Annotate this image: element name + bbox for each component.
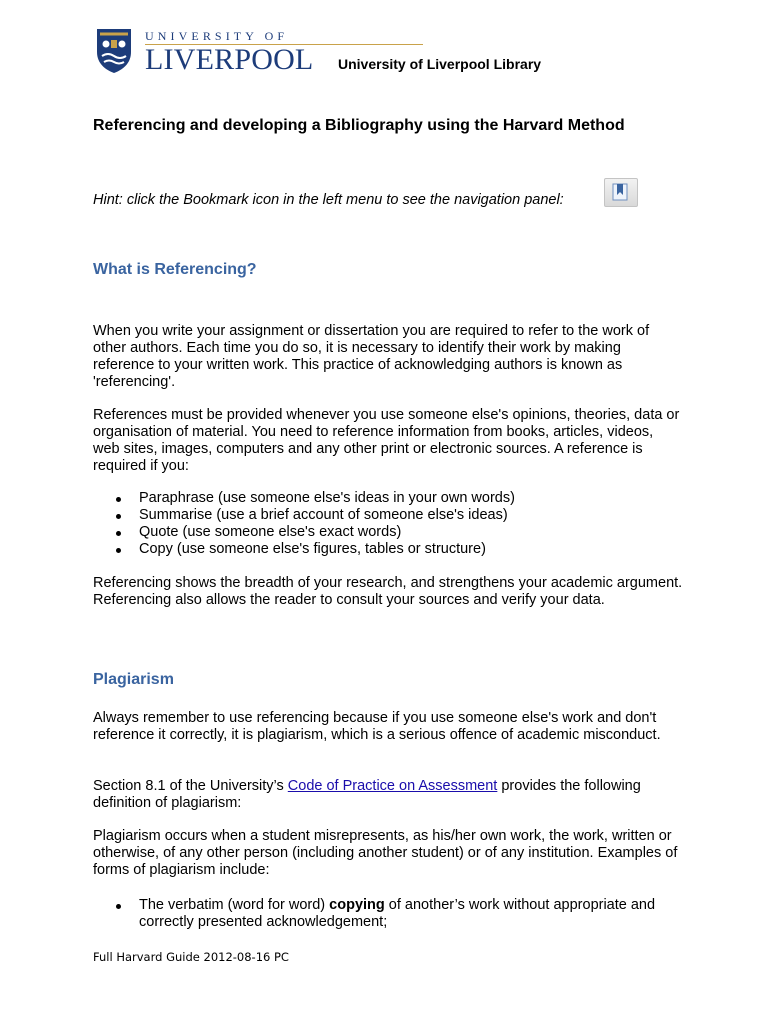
- university-crest-icon: [96, 28, 132, 74]
- list-item: [93, 897, 693, 931]
- reference-required-list: [93, 490, 693, 558]
- paragraph: References must be provided whenever you use someone else's opinions, theories, data or organisation of material. You need to reference information from books, articles, videos, web sites, images, computers and any other print or electronic sources. A reference is required if you:: [93, 407, 680, 474]
- text: provides the following definition of plagiarism:: [93, 778, 641, 811]
- list-item: Quote (use someone else's exact words): [93, 524, 693, 541]
- bold-text: copying: [329, 897, 385, 913]
- bookmark-icon: [612, 183, 630, 201]
- plagiarism-forms-list: [93, 897, 693, 931]
- heading-what-is-referencing: What is Referencing?: [93, 261, 257, 278]
- list-item: Paraphrase (use someone else's ideas in your own words): [93, 490, 693, 507]
- library-name: University of Liverpool Library: [338, 56, 542, 72]
- code-of-practice-link[interactable]: Code of Practice on Assessment: [287, 778, 498, 794]
- page-title: Referencing and developing a Bibliography using the Harvard Method: [93, 117, 625, 134]
- paragraph: Always remember to use referencing because if you use someone else's work and don't reference it correctly, it is plagiarism, which is a serious offence of academic misconduct.: [93, 710, 661, 743]
- footer: Full Harvard Guide 2012-08-16 PC: [93, 950, 289, 964]
- text: The verbatim (word for word): [139, 897, 330, 913]
- hint-text: Hint: click the Bookmark icon in the left menu to see the navigation panel:: [93, 192, 564, 208]
- header: [96, 26, 656, 76]
- bookmark-button[interactable]: [604, 178, 638, 207]
- paragraph: Plagiarism occurs when a student misrepresents, as his/her own work, the work, written or otherwise, of any other person (including another student) or of any institution. Examples of forms of plagiarism include:: [93, 828, 678, 878]
- logo-university-of: UNIVERSITY OF: [145, 29, 289, 43]
- paragraph: Referencing shows the breadth of your research, and strengthens your academic argument. Referencing also allows the reader to consult your sources and verify your data.: [93, 575, 683, 608]
- text: of another’s work without appropriate and correctly presented acknowledgement;: [139, 897, 656, 930]
- text: Section 8.1 of the University’s: [93, 778, 288, 794]
- paragraph: When you write your assignment or dissertation you are required to refer to the work of other authors. Each time you do so, it is necessary to identify their work by making reference to your written work. This practice of acknowledging authors is known as 'referencing'.: [93, 323, 650, 390]
- heading-plagiarism: Plagiarism: [93, 671, 174, 688]
- logo-liverpool: LIVERPOOL: [145, 43, 314, 76]
- list-item: Summarise (use a brief account of someone else's ideas): [93, 507, 693, 524]
- list-item: Copy (use someone else's figures, tables or structure): [93, 541, 693, 558]
- paragraph-code-of-practice: [93, 778, 683, 812]
